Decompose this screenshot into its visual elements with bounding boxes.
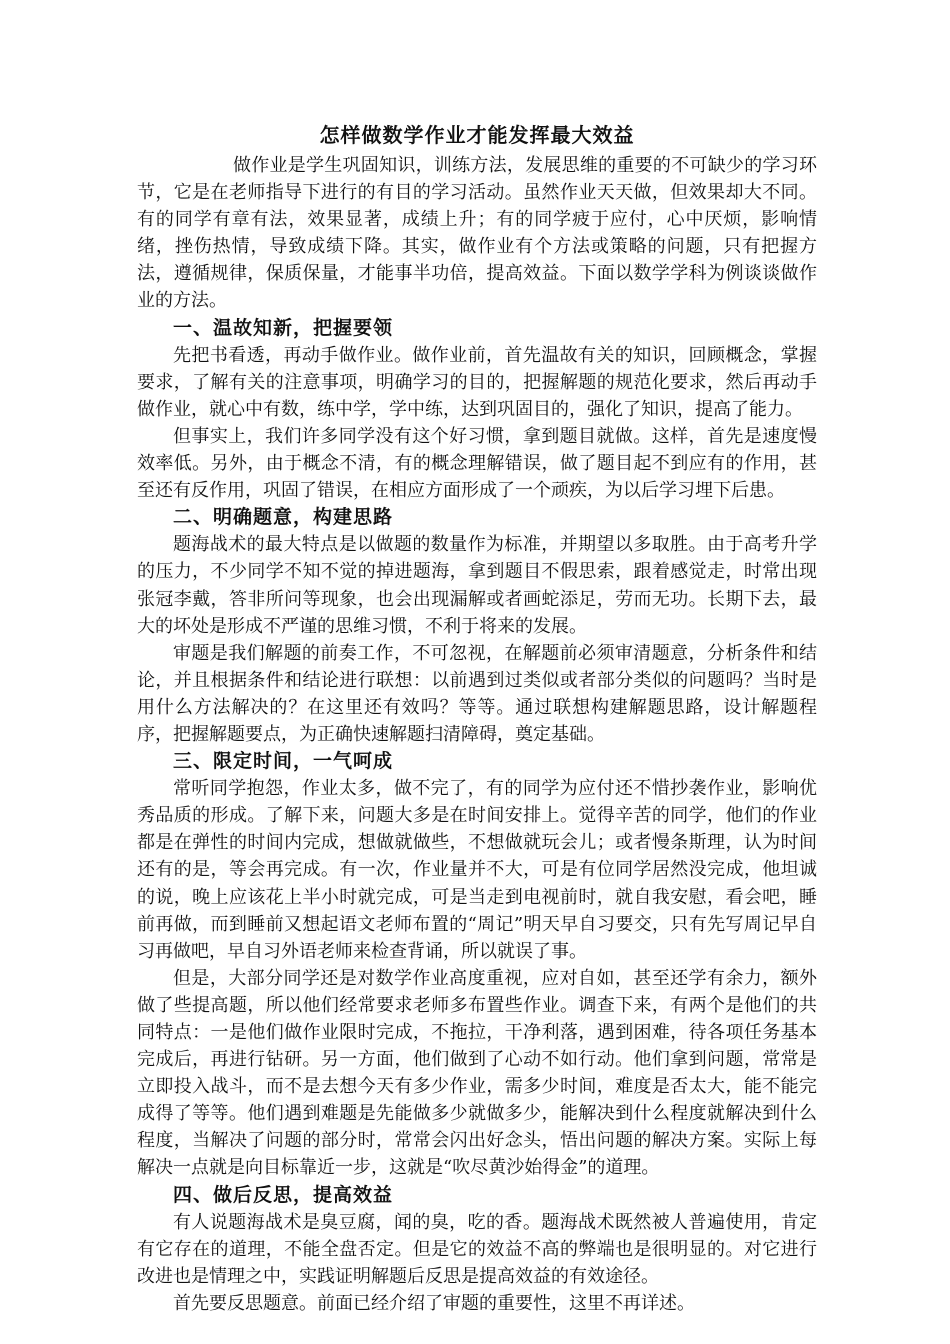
section-4-paragraph-1: 有人说题海战术是臭豆腐，闻的臭，吃的香。题海战术既然被人普遍使用，肯定有它存在的道理，不能全盘否定。但是它的效益不高的弊端也是很明显的。对它进行改进也是情理之中，实践证明解题后反思是提高效益的有效途径。 xyxy=(137,1211,817,1287)
section-1-heading: 一、温故知新，把握要领 xyxy=(173,316,394,339)
section-4-paragraph-2: 首先要反思题意。前面已经介绍了审题的重要性，这里不再详述。 xyxy=(173,1292,695,1314)
section-3-heading: 三、限定时间，一气呵成 xyxy=(173,750,394,773)
section-2-heading: 二、明确题意，构建思路 xyxy=(173,506,394,529)
section-3-paragraph-2: 但是，大部分同学还是对数学作业高度重视，应对自如，甚至还学有余力，额外做了些提高题，所以他们经常要求老师多布置些作业。调查下来，有两个是他们的共同特点：一是他们做作业限时完成，不拖拉，干净利落，遇到困难，待各项任务基本完成后，再进行钻研。另一方面，他们做到了心动不如行动。他们拿到问题，常常是立即投入战斗，而不是去想今天有多少作业，需多少时间，难度是否太大，能不能完成得了等等。他们遇到难题是先能做多少就做多少，能解决到什么程度就解决到什么程度，当解决了问题的部分时，常常会闪出好念头，悟出问题的解决方案。实际上每解决一点就是向目标靠近一步，这就是“吹尽黄沙始得金”的道理。 xyxy=(137,967,817,1179)
document-title: 怎样做数学作业才能发挥最大效益 xyxy=(319,123,635,147)
section-3-paragraph-1: 常听同学抱怨，作业太多，做不完了，有的同学为应付还不惜抄袭作业，影响优秀品质的形成。了解下来，问题大多是在时间安排上。觉得辛苦的同学，他们的作业都是在弹性的时间内完成，想做就做些，不想做就玩会儿；或者慢条斯理，认为时间还有的是，等会再完成。有一次，作业量并不大，可是有位同学居然没完成，他坦诚的说，晚上应该花上半小时就完成，可是当走到电视前时，就自我安慰，看会吧，睡前再做，而到睡前又想起语文老师布置的“周记”明天早自习要交，只有先写周记早自习再做吧，早自习外语老师来检查背诵，所以就误了事。 xyxy=(137,778,817,962)
section-2-paragraph-1: 题海战术的最大特点是以做题的数量作为标准，并期望以多取胜。由于高考升学的压力，不少同学不知不觉的掉进题海，拿到题目不假思索，跟着感觉走，时常出现张冠李戴，答非所问等现象，也会出现漏解或者画蛇添足，劳而无功。长期下去，最大的坏处是形成不严谨的思维习惯，不利于将来的发展。 xyxy=(137,534,817,637)
document-page xyxy=(137,118,817,1317)
intro-paragraph: 做作业是学生巩固知识，训练方法，发展思维的重要的不可缺少的学习环节，它是在老师指导下进行的有目的学习活动。虽然作业天天做，但效果却大不同。有的同学有章有法，效果显著，成绩上升；有的同学疲于应付，心中厌烦，影响情绪，挫伤热情，导致成绩下降。其实，做作业有个方法或策略的问题，只有把握方法，遵循规律，保质保量，才能事半功倍，提高效益。下面以数学学科为例谈谈做作业的方法。 xyxy=(137,155,817,312)
section-1-paragraph-1: 先把书看透，再动手做作业。做作业前，首先温故有关的知识，回顾概念，掌握要求，了解有关的注意事项，明确学习的目的，把握解题的规范化要求，然后再动手做作业，就心中有数，练中学，学中练，达到巩固目的，强化了知识，提高了能力。 xyxy=(137,344,817,420)
section-2-paragraph-2: 审题是我们解题的前奏工作，不可忽视，在解题前必须审清题意，分析条件和结论，并且根据条件和结论进行联想：以前遇到过类似或者部分类似的问题吗？当时是用什么方法解决的？在这里还有效吗？等等。通过联想构建解题思路，设计解题程序，把握解题要点，为正确快速解题扫清障碍，奠定基础。 xyxy=(137,642,817,745)
section-4-heading: 四、做后反思，提高效益 xyxy=(173,1183,394,1206)
section-1-paragraph-2: 但事实上，我们许多同学没有这个好习惯，拿到题目就做。这样，首先是速度慢效率低。另外，由于概念不清，有的概念理解错误，做了题目起不到应有的作用，甚至还有反作用，巩固了错误，在相应方面形成了一个顽疾，为以后学习埋下后患。 xyxy=(137,425,817,502)
